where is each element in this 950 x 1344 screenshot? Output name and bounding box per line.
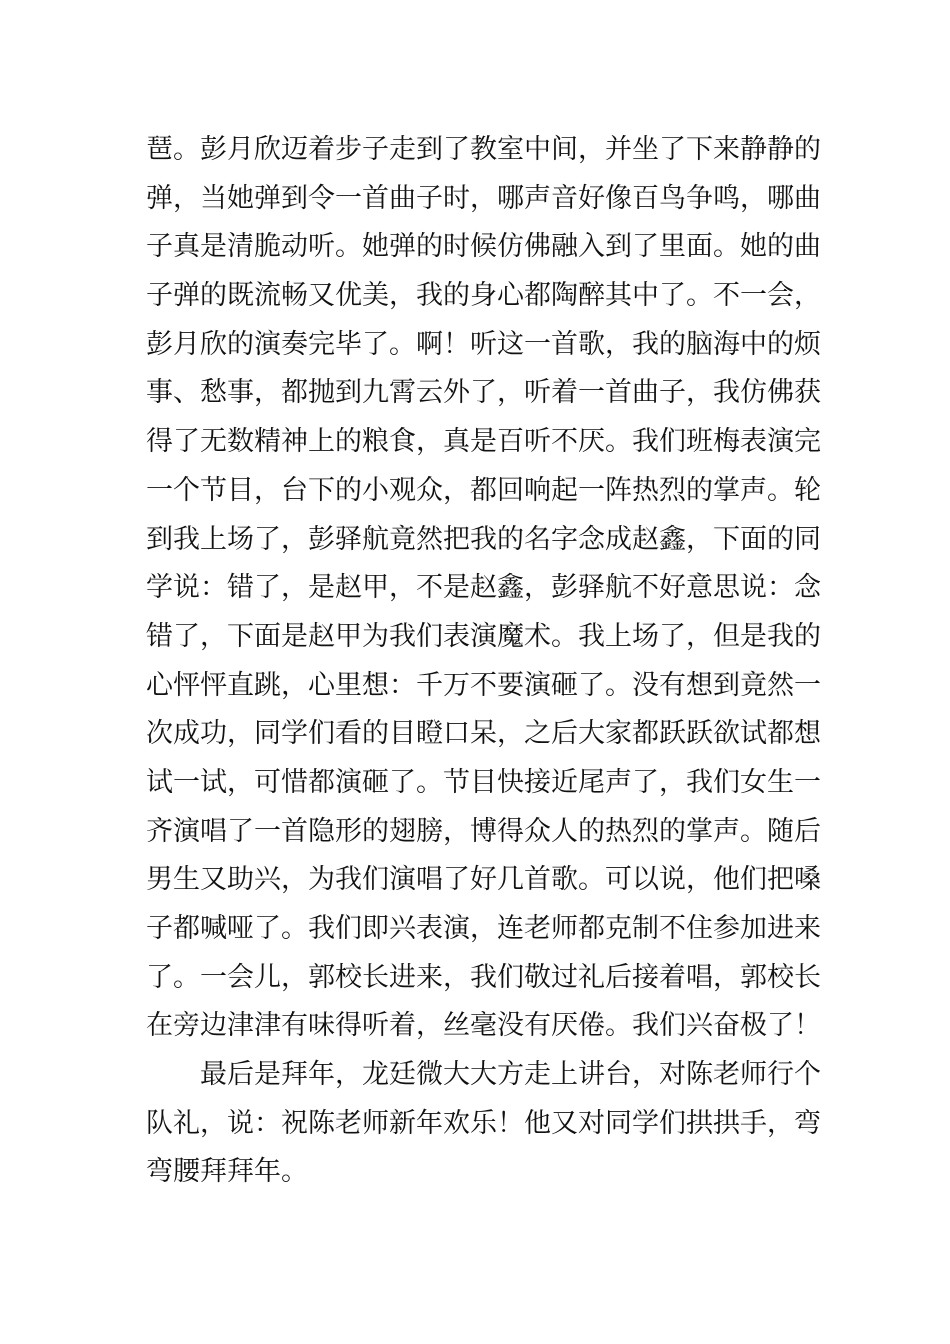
paragraph-end-line: 弯腰拜拜年。	[146, 1156, 308, 1188]
text-line: 子真是清脆动听。她弹的时候仿佛融入到了里面。她的曲	[146, 231, 821, 263]
text-line: 到我上场了，彭驿航竟然把我的名字念成赵鑫，下面的同	[146, 523, 821, 555]
text-line: 错了，下面是赵甲为我们表演魔术。我上场了，但是我的	[146, 620, 821, 652]
paragraph-end-line: 在旁边津津有味得听着，丝毫没有厌倦。我们兴奋极了！	[146, 1010, 821, 1042]
text-line: 子弹的既流畅又优美，我的身心都陶醉其中了。不一会，	[146, 280, 821, 312]
text-line: 齐演唱了一首隐形的翅膀，博得众人的热烈的掌声。随后	[146, 815, 821, 847]
text-line: 子都喊哑了。我们即兴表演，连老师都克制不住参加进来	[146, 913, 821, 944]
text-line: 事、愁事，都抛到九霄云外了，听着一首曲子，我仿佛获	[146, 377, 821, 409]
text-line: 了。一会儿，郭校长进来，我们敬过礼后接着唱，郭校长	[146, 961, 821, 993]
text-line: 队礼，说：祝陈老师新年欢乐！他又对同学们拱拱手，弯	[146, 1107, 821, 1139]
text-line: 琶。彭月欣迈着步子走到了教室中间，并坐了下来静静的	[146, 134, 821, 165]
text-line: 男生又助兴，为我们演唱了好几首歌。可以说，他们把嗓	[146, 864, 821, 896]
body-text	[146, 126, 821, 1197]
paragraph-start-line: 最后是拜年，龙廷微大大方走上讲台，对陈老师行个	[200, 1059, 821, 1091]
text-line: 学说：错了，是赵甲，不是赵鑫，彭驿航不好意思说：念	[146, 572, 821, 604]
text-line: 彭月欣的演奏完毕了。啊！听这一首歌，我的脑海中的烦	[146, 328, 821, 360]
text-line: 得了无数精神上的粮食，真是百听不厌。我们班梅表演完	[146, 426, 821, 458]
text-line: 心怦怦直跳，心里想：千万不要演砸了。没有想到竟然一	[146, 669, 821, 701]
text-line: 一个节目，台下的小观众，都回响起一阵热烈的掌声。轮	[146, 474, 821, 506]
text-line: 试一试，可惜都演砸了。节目快接近尾声了，我们女生一	[146, 766, 821, 798]
text-line: 次成功，同学们看的目瞪口呆，之后大家都跃跃欲试都想	[146, 718, 821, 750]
text-line: 弹，当她弹到令一首曲子时，哪声音好像百鸟争鸣，哪曲	[146, 182, 821, 214]
